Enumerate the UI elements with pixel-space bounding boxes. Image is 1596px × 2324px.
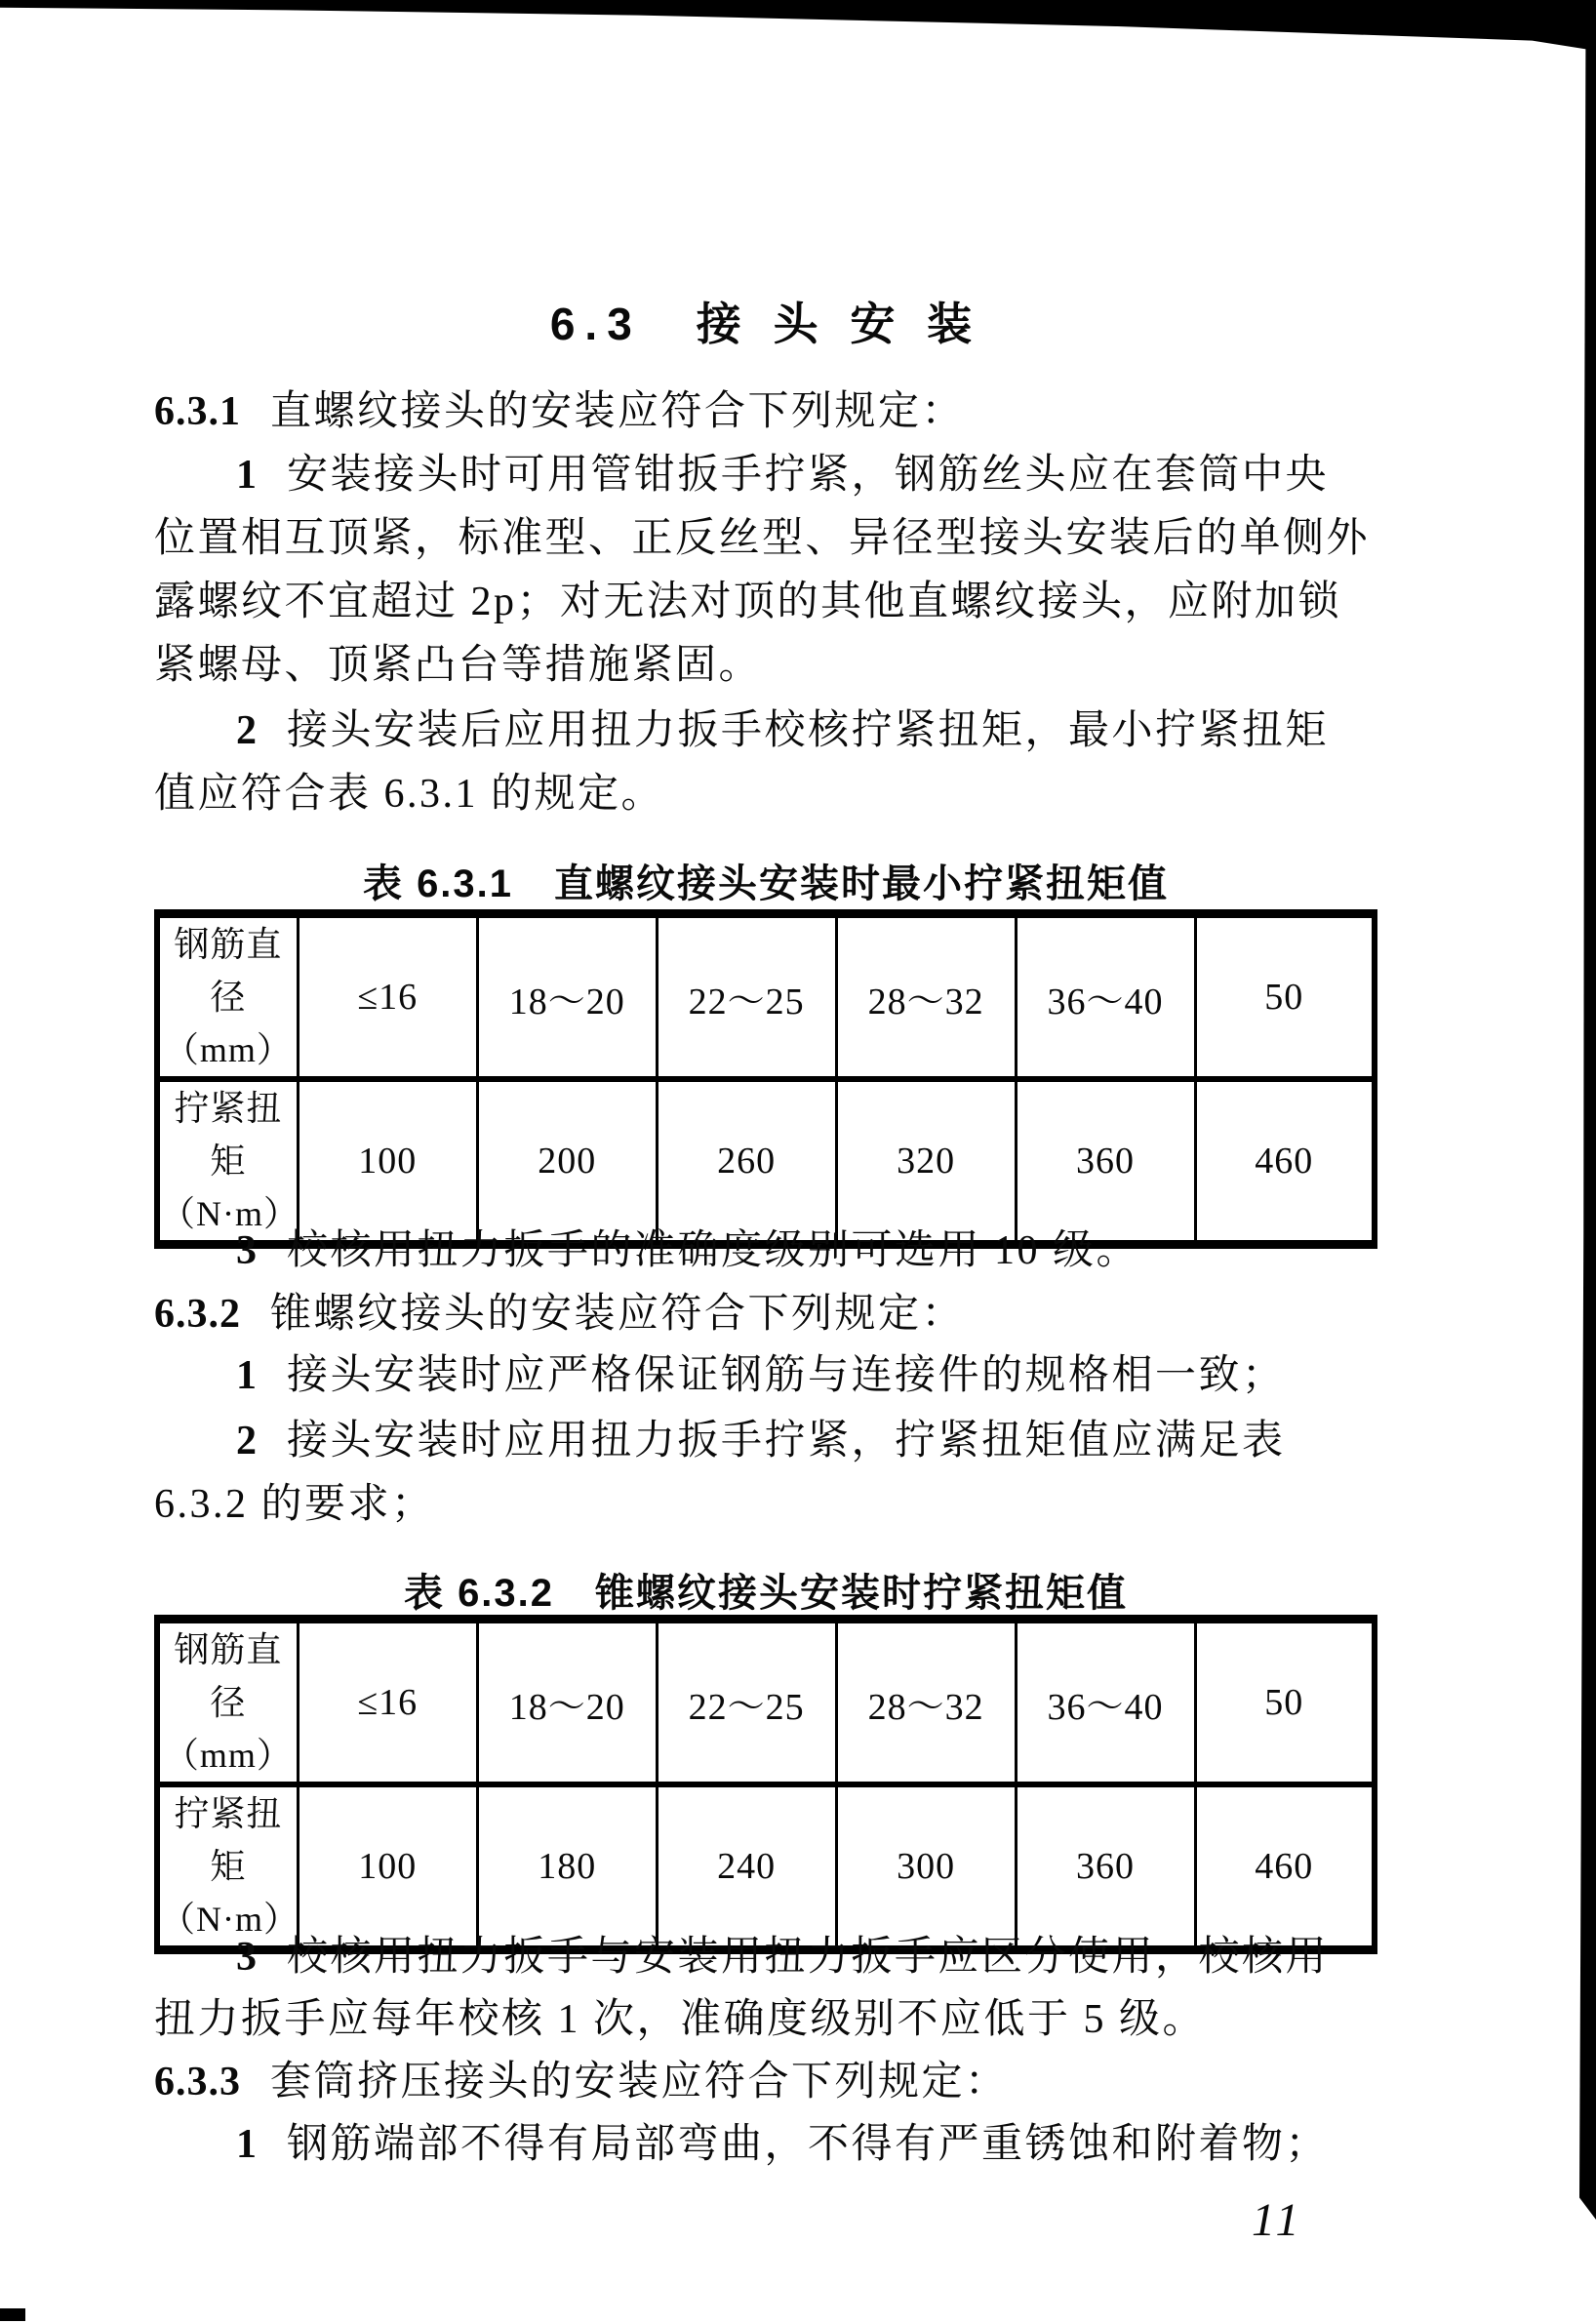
paragraph-line-6-3-3 (154, 2059, 1009, 2105)
table-cell-diameter-4: 36～40 (1016, 1620, 1195, 1785)
table-cell-torque-0: 100 (298, 1079, 477, 1245)
section-heading: 6.3 接 头 安 装 (549, 299, 982, 349)
scan-artifact-speck (0, 2308, 25, 2321)
table-cell-diameter-0: ≤16 (298, 914, 477, 1080)
table-cell-torque-5: 460 (1195, 1784, 1375, 1950)
clause-number: 6.3.2 (154, 1292, 241, 1337)
item-text: 露螺纹不宜超过 2p；对无法对顶的其他直螺纹接头，应附加锁 (154, 580, 1342, 624)
table-cell-torque-3: 320 (836, 1079, 1016, 1245)
paragraph-line (236, 452, 1329, 499)
item-text: 值应符合表 6.3.1 的规定。 (154, 772, 665, 817)
item-number: 1 (236, 1353, 258, 1398)
item-number: 2 (236, 708, 258, 753)
page-number: 11 (1252, 2194, 1303, 2246)
table-cell-diameter-1: 18～20 (477, 1620, 657, 1785)
paragraph-line (236, 1934, 1329, 1981)
paragraph-line (236, 2121, 1329, 2168)
paragraph-line (154, 771, 664, 818)
table-6-3-1 (154, 909, 1377, 1233)
table-cell-diameter-2: 22～25 (657, 1620, 836, 1785)
clause-text: 锥螺纹接头的安装应符合下列规定： (270, 1292, 966, 1337)
torque-label: 拧紧扭矩 (174, 1089, 283, 1181)
torque-table-2 (154, 1615, 1377, 1954)
table-cell-torque-3: 300 (836, 1784, 1016, 1950)
table-header-torque (157, 1784, 298, 1950)
item-text: 安装接头时可用管钳扳手拧紧，钢筋丝头应在套筒中央 (287, 453, 1330, 498)
clause-text: 套筒挤压接头的安装应符合下列规定： (270, 2060, 1009, 2104)
item-text: 位置相互顶紧，标准型、正反丝型、异径型接头安装后的单侧外 (154, 516, 1371, 561)
table-cell-torque-1: 180 (477, 1784, 657, 1950)
table-cell-torque-0: 100 (298, 1784, 477, 1950)
table-cell-torque-4: 360 (1016, 1784, 1195, 1950)
torque-label: 拧紧扭矩 (174, 1794, 283, 1886)
table-header-torque (157, 1079, 298, 1245)
item-text: 校核用扭力扳手与安装用扭力扳手应区分使用，校核用 (287, 1935, 1330, 1980)
paragraph-line (236, 707, 1329, 754)
table-cell-torque-2: 240 (657, 1784, 836, 1950)
table-cell-diameter-3: 28～32 (836, 914, 1016, 1080)
table-header-diameter (157, 1620, 298, 1785)
table-header-diameter (157, 914, 298, 1080)
item-text: 紧螺母、顶紧凸台等措施紧固。 (154, 643, 763, 688)
table-caption-6-3-2: 表 6.3.2 锥螺纹接头安装时拧紧扭矩值 (403, 1572, 1129, 1615)
item-number: 1 (236, 453, 258, 498)
table-cell-diameter-5: 50 (1195, 914, 1375, 1080)
paragraph-line (154, 642, 762, 689)
table-cell-diameter-0: ≤16 (298, 1620, 477, 1785)
item-text: 钢筋端部不得有局部弯曲，不得有严重锈蚀和附着物； (287, 2122, 1330, 2167)
item-text: 校核用扭力扳手的准确度级别可选用 10 级。 (287, 1228, 1140, 1273)
table-row (157, 1620, 1375, 1785)
torque-unit: （N·m） (160, 1900, 299, 1939)
diameter-label: 钢筋直径 (174, 925, 283, 1017)
table-row (157, 1079, 1375, 1245)
paragraph-line (154, 1481, 435, 1528)
table-cell-diameter-2: 22～25 (657, 914, 836, 1080)
table-cell-diameter-4: 36～40 (1016, 914, 1195, 1080)
table-row (157, 1784, 1375, 1950)
torque-unit: （N·m） (160, 1194, 299, 1233)
table-6-3-2 (154, 1615, 1377, 1939)
scan-artifact-top-band (0, 0, 1596, 51)
item-number: 2 (236, 1419, 258, 1463)
scan-artifact-right-band (1579, 29, 1596, 2220)
clause-number: 6.3.1 (154, 389, 241, 434)
table-cell-torque-1: 200 (477, 1079, 657, 1245)
paragraph-line (236, 1352, 1286, 1399)
diameter-unit: （mm） (163, 1030, 293, 1069)
table-cell-torque-5: 460 (1195, 1079, 1375, 1245)
item-number: 3 (236, 1228, 258, 1273)
table-cell-torque-2: 260 (657, 1079, 836, 1245)
item-text: 6.3.2 的要求； (154, 1482, 435, 1527)
paragraph-line (236, 1227, 1139, 1274)
clause-text: 直螺纹接头的安装应符合下列规定： (270, 389, 966, 434)
item-text: 接头安装时应严格保证钢筋与连接件的规格相一致； (287, 1353, 1286, 1398)
paragraph-line (154, 1996, 1206, 2043)
torque-table-1 (154, 909, 1377, 1249)
table-cell-torque-4: 360 (1016, 1079, 1195, 1245)
item-text: 接头安装后应用扭力扳手校核拧紧扭矩，最小拧紧扭矩 (287, 708, 1330, 753)
clause-number: 6.3.3 (154, 2060, 241, 2104)
table-cell-diameter-1: 18～20 (477, 914, 657, 1080)
table-row (157, 914, 1375, 1080)
paragraph-line-6-3-2 (154, 1291, 965, 1338)
item-number: 3 (236, 1935, 258, 1980)
paragraph-line (236, 1418, 1286, 1464)
item-text: 接头安装时应用扭力扳手拧紧，拧紧扭矩值应满足表 (287, 1419, 1286, 1463)
paragraph-line (154, 579, 1341, 625)
diameter-unit: （mm） (163, 1736, 293, 1775)
table-caption-6-3-1: 表 6.3.1 直螺纹接头安装时最小拧紧扭矩值 (362, 862, 1170, 905)
table-cell-diameter-5: 50 (1195, 1620, 1375, 1785)
paragraph-line-6-3-1 (154, 388, 965, 435)
item-text: 扭力扳手应每年校核 1 次，准确度级别不应低于 5 级。 (154, 1997, 1207, 2042)
item-number: 1 (236, 2122, 258, 2167)
diameter-label: 钢筋直径 (174, 1630, 283, 1722)
table-cell-diameter-3: 28～32 (836, 1620, 1016, 1785)
paragraph-line (154, 515, 1370, 562)
